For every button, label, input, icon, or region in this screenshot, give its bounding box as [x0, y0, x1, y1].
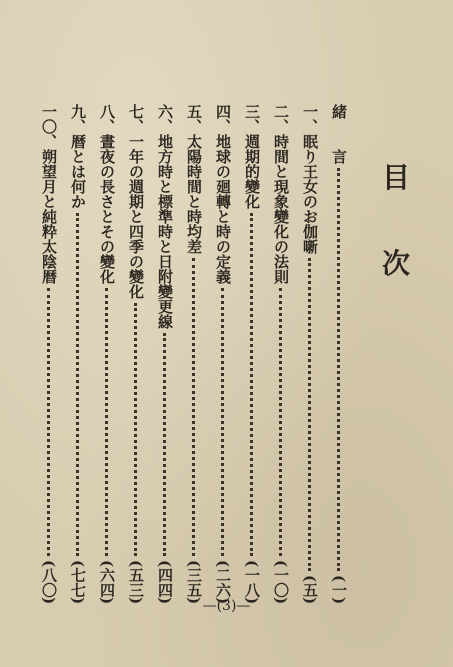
toc-entry[interactable]	[34, 104, 63, 604]
toc-entry-page: (三五)	[185, 559, 203, 604]
toc-entry[interactable]	[208, 104, 237, 604]
toc-entry-label: 七、一年の週期と四季の變化	[127, 104, 145, 299]
toc-entry-label: 九、暦とは何か	[69, 104, 87, 209]
toc-entry-label: 緒 言	[330, 104, 348, 164]
toc-entry[interactable]	[324, 104, 353, 604]
toc-entry[interactable]	[150, 104, 179, 604]
toc-entry-label: 六、地方時と標準時と日附變更線	[156, 104, 174, 329]
toc-entry-label: 一、眠り王女のお伽噺	[301, 104, 319, 254]
title-char-1: 目	[381, 161, 412, 194]
toc-entry-page: (八〇)	[40, 559, 58, 604]
toc-entry-label: 八、晝夜の長さとその變化	[98, 104, 116, 284]
toc-entry-label: 一〇、朔望月と純粋太陰暦	[40, 104, 58, 284]
toc-leader-dots	[192, 258, 195, 556]
toc-entry-page: (一〇)	[272, 559, 290, 604]
toc-entry-page: (七七)	[69, 559, 87, 604]
page-title	[377, 156, 417, 282]
toc-leader-dots	[337, 168, 340, 571]
toc-entry-page: (六四)	[98, 559, 116, 604]
toc-entry[interactable]	[266, 104, 295, 604]
toc-leader-dots	[134, 303, 137, 556]
toc-entry-label: 五、太陽時間と時均差	[185, 104, 203, 254]
toc-leader-dots	[221, 288, 224, 556]
toc-entry-page: (五)	[301, 574, 319, 604]
toc-leader-dots	[47, 288, 50, 556]
book-page	[22, 28, 432, 640]
title-char-2: 次	[381, 247, 412, 280]
toc-leader-dots	[105, 288, 108, 556]
toc-entry[interactable]	[237, 104, 266, 604]
toc-entry-page: (四四)	[156, 559, 174, 604]
toc-entry[interactable]	[92, 104, 121, 604]
toc-entry-label: 三、週期的變化	[243, 104, 261, 209]
toc-entry-page: (一八)	[243, 559, 261, 604]
toc-entry[interactable]	[295, 104, 324, 604]
toc-entry-page: (五三)	[127, 559, 145, 604]
toc-leader-dots	[163, 333, 166, 556]
toc-entry-page: (二六)	[214, 559, 232, 604]
toc-leader-dots	[76, 213, 79, 556]
toc-entry-page: (一)	[330, 574, 348, 604]
toc-leader-dots	[279, 288, 282, 556]
toc-entry-label: 二、時間と現象變化の法則	[272, 104, 290, 284]
toc-entry-label: 四、地球の廻轉と時の定義	[214, 104, 232, 284]
table-of-contents	[34, 104, 353, 604]
toc-leader-dots	[250, 213, 253, 556]
toc-entry[interactable]	[179, 104, 208, 604]
toc-leader-dots	[308, 258, 311, 571]
toc-entry[interactable]	[63, 104, 92, 604]
toc-entry[interactable]	[121, 104, 150, 604]
page-number: —(3)—	[202, 598, 251, 614]
